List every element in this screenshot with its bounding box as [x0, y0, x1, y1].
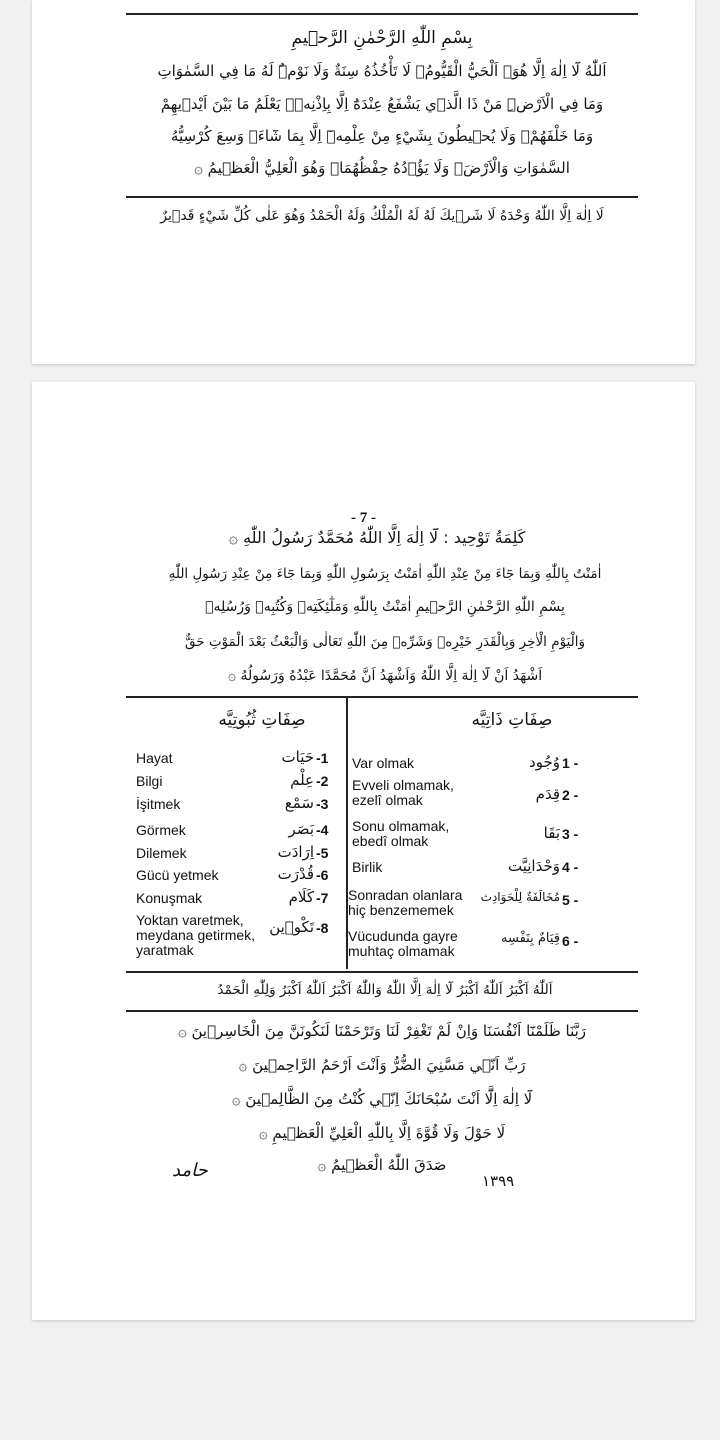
dua-1: رَبَّنَا ظَلَمْنَٓا اَنْفُسَنَا وَاِنْ لَمْ تَغْفِرْ لَنَا وَتَرْحَمْنَا لَنَكُونَنَّ مِنَ الْخَاسِر۪ينَ ۞: [177, 1022, 587, 1040]
signature: حامد: [172, 1160, 208, 1181]
dhatiyya-6-num: 6 -: [562, 933, 579, 949]
thubutiyya-5-tr: Dilemek: [136, 845, 187, 861]
thubutiyya-1-ar: حَيَات: [281, 748, 314, 766]
page-2: [32, 382, 695, 1320]
dhatiyya-4-ar: وَحْدَانِيَّت: [508, 857, 560, 875]
dhatiyya-3-tr: Sonu olmamak, ebedî olmak: [352, 818, 450, 849]
thubutiyya-6-num: -6: [316, 867, 329, 883]
thubutiyya-7-ar: كَلَام: [288, 888, 314, 906]
dhatiyya-5-tr: Sonradan olanlara hiç benzememek: [348, 887, 463, 918]
table-bottom-rule: [126, 971, 638, 973]
takbir-line: اَللّٰهُ اَكْبَرُ اَللّٰهُ اَكْبَرُ لَٓا اِلٰهَ اِلَّا اللّٰهُ وَاللّٰهُ اَكْبَرُ اَللّٰهُ اَكْبَرُ وَلِلّٰهِ الْحَمْدُ: [217, 982, 553, 998]
thubutiyya-3-ar: سَمْع: [284, 794, 314, 812]
dhatiyya-2-tr: Evveli olmamak, ezelî olmak: [352, 777, 454, 808]
thubutiyya-3-tr: İşitmek: [136, 796, 181, 812]
dhatiyya-3-ar: بَقَا: [543, 824, 560, 842]
dua-5: صَدَقَ اللّٰهُ الْعَظ۪يمُ ۞: [317, 1156, 447, 1174]
thubutiyya-8-tr: Yoktan varetmek, meydana getirmek, yaratmak: [136, 912, 256, 958]
basmala: بِسْمِ اللّٰهِ الرَّحْمٰنِ الرَّح۪يمِ: [291, 28, 473, 48]
thubutiyya-4-ar: بَصَر: [288, 820, 314, 838]
ayat-kursi-line-2: وَمَا فِي الْاَرْضِۜ مَنْ ذَا الَّذ۪ي يَشْفَعُ عِنْدَهُٓ اِلَّا بِاِذْنِه۪ۜ يَعْلَمُ مَا بَيْنَ اَيْد۪يهِمْ: [160, 95, 604, 113]
thubutiyya-5-num: -5: [316, 845, 329, 861]
year: ١٣٩٩: [482, 1172, 515, 1190]
ayat-kursi-line-1: اَللّٰهُ لَٓا اِلٰهَ اِلَّا هُوَۚ اَلْحَيُّ الْقَيُّومُۚ لَا تَأْخُذُهُ سِنَةٌ وَلَا نَوْمٌۜ لَهُ مَا فِي السَّمٰوَاتِ: [157, 62, 607, 80]
thubutiyya-heading: صِفَاتِ ثُبُوتِيَّه: [218, 710, 306, 730]
amantu-line-1: اٰمَنْتُ بِاللّٰهِ وَبِمَا جَٓاءَ مِنْ عِنْدِ اللّٰهِ اٰمَنْتُ بِرَسُولِ اللّٰهِ وَبِمَا جَٓاءَ مِنْ عِنْدِ رَسُولِ اللّٰهِ: [168, 566, 602, 582]
dua-4: لَا حَوْلَ وَلَا قُوَّةَ اِلَّا بِاللّٰهِ الْعَلِيِّ الْعَظ۪يمِ ۞: [258, 1124, 506, 1142]
page-number: - 7 -: [351, 510, 376, 526]
kalima-tawhid: كَلِمَةُ تَوْحِيد : لَٓا اِلٰهَ اِلَّا اللّٰهُ مُحَمَّدٌ رَسُولُ اللّٰهِ ۞: [228, 528, 526, 547]
thubutiyya-6-ar: قُدْرَت: [277, 865, 314, 883]
thubutiyya-2-ar: عِلْم: [290, 771, 314, 789]
dhatiyya-3-num: 3 -: [562, 826, 579, 842]
dhatiyya-4-tr: Birlik: [352, 859, 383, 875]
middle-rule: [126, 196, 638, 198]
dhatiyya-6-tr: Vücudunda gayre muhtaç olmamak: [348, 928, 458, 959]
dua-2: رَبِّ اَنّ۪ي مَسَّنِيَ الضُّرُّ وَاَنْتَ اَرْحَمُ الرَّاحِم۪ينَ ۞: [238, 1056, 526, 1074]
dhatiyya-5-ar: مُخَالَفَةٌ لِلْحَوَادِث: [480, 890, 560, 904]
tahlil-line: لَا اِلٰهَ اِلَّا اللّٰهُ وَحْدَهُ لَا شَر۪يكَ لَهُ لَهُ الْمُلْكُ وَلَهُ الْحَمْدُ وَهُوَ عَلٰى كُلِّ شَيْءٍ قَد۪يرٌ: [160, 208, 604, 224]
thubutiyya-6-tr: Gücü yetmek: [136, 867, 219, 883]
thubutiyya-1-tr: Hayat: [136, 750, 173, 766]
ayat-kursi-line-3: وَمَا خَلْفَهُمْۚ وَلَا يُح۪يطُونَ بِشَيْءٍ مِنْ عِلْمِه۪ٓ اِلَّا بِمَا شَٓاءَۚ وَسِعَ كُرْسِيُّهُ: [170, 127, 594, 145]
page-1: [32, 0, 695, 364]
table-top-rule: [126, 696, 638, 698]
dhatiyya-2-ar: قِدَم: [535, 785, 560, 803]
thubutiyya-7-tr: Konuşmak: [136, 890, 203, 906]
thubutiyya-7-num: -7: [316, 890, 329, 906]
thubutiyya-1-num: -1: [316, 750, 329, 766]
dhatiyya-1-tr: Var olmak: [352, 755, 414, 771]
thubutiyya-8-ar: تَكْو۪ين: [269, 918, 314, 936]
dhatiyya-1-ar: وُجُود: [529, 753, 560, 771]
thubutiyya-2-tr: Bilgi: [136, 773, 163, 789]
dhatiyya-1-num: 1 -: [562, 755, 579, 771]
thubutiyya-8-num: -8: [316, 920, 329, 936]
shahada-line: اَشْهَدُ اَنْ لَٓا اِلٰهَ اِلَّا اللّٰهُ وَاَشْهَدُ اَنَّ مُحَمَّدًا عَبْدُهُ وَرَسُولُهُ ۞: [227, 668, 543, 684]
dhatiyya-4-num: 4 -: [562, 859, 579, 875]
ayat-kursi-line-4: السَّمٰوَاتِ وَالْاَرْضَۚ وَلَا يَؤُ۫دُهُ حِفْظُهُمَاۚ وَهُوَ الْعَلِيُّ الْعَظ۪يمُ ۞: [194, 159, 570, 177]
thubutiyya-4-tr: Görmek: [136, 822, 186, 838]
thubutiyya-5-ar: اِرَادَت: [277, 843, 314, 861]
thubutiyya-3-num: -3: [316, 796, 329, 812]
dhatiyya-5-num: 5 -: [562, 892, 579, 908]
dhatiyya-6-ar: قِيَامٌ بِنَفْسِه: [501, 931, 560, 946]
thubutiyya-2-num: -2: [316, 773, 329, 789]
amantu-line-3: وَالْيَوْمِ الْاٰخِرِ وَبِالْقَدَرِ خَيْرِه۪ وَشَرِّه۪ مِنَ اللّٰهِ تَعَالٰى وَالْبَعْثُ بَعْدَ الْمَوْتِ حَقٌّ: [184, 634, 586, 650]
thubutiyya-4-num: -4: [316, 822, 329, 838]
dhatiyya-2-num: 2 -: [562, 787, 579, 803]
dua-3: لَٓا اِلٰهَ اِلَّٓا اَنْتَ سُبْحَانَكَ اِنّ۪ي كُنْتُ مِنَ الظَّالِم۪ينَ ۞: [231, 1090, 533, 1108]
top-rule: [126, 13, 638, 15]
dua-top-rule: [126, 1010, 638, 1012]
amantu-line-2: بِسْمِ اللّٰهِ الرَّحْمٰنِ الرَّح۪يمِ اٰمَنْتُ بِاللّٰهِ وَمَلٰٓئِكَتِه۪ وَكُتُبِه۪ وَرُسُلِه۪: [205, 599, 565, 615]
dhatiyya-heading: صِفَاتِ ذَاتِيَّه: [471, 710, 553, 730]
